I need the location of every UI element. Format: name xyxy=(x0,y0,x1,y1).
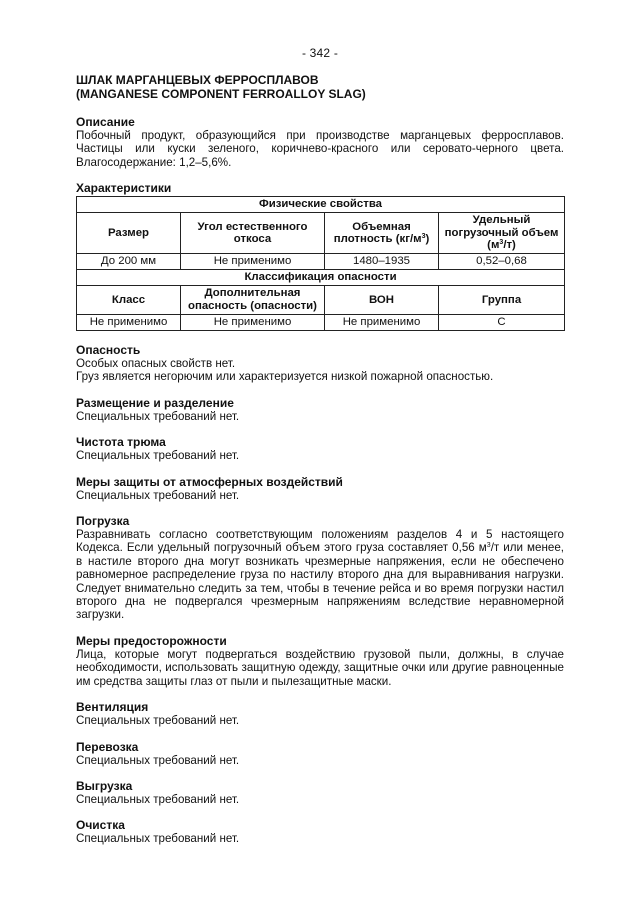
loading-text-superscript: 3 xyxy=(486,542,491,550)
document-content xyxy=(76,73,564,846)
precautions-text: Лица, которые могут подвергаться воздействию грузовой пыли, должны, в случае необходимости, использовать защитную одежду, защитные очки или другие равноценные им средства защиты глаз от пыли и пылезащитные маски. xyxy=(76,647,564,688)
stowage-segregation-heading: Размещение и разделение xyxy=(76,395,234,410)
loading-text-part2: /т или менее, в настиле второго дна могут возникать чрезмерные напряжения, если не обеспечено равномерное распределение груза по настилу второго дна для выравнивания нагрузки. Следует внимательно следить за тем, чтобы в течение рейса и во время погрузки настил второго дна не подвергался чрезмерным напряжениям вследствие неравномерной загрузки. xyxy=(76,541,564,622)
physical-values-row xyxy=(77,254,565,270)
description-heading: Описание xyxy=(76,115,135,129)
physical-properties-header: Физические свойства xyxy=(77,197,565,213)
group-value: C xyxy=(439,315,565,331)
weather-precautions-text: Специальных требований нет. xyxy=(76,488,240,502)
mhb-value: Не применимо xyxy=(325,315,439,331)
bulk-density-column-header xyxy=(325,213,439,254)
ventilation-text: Специальных требований нет. xyxy=(76,714,240,728)
stowage-factor-label-end: /т) xyxy=(503,239,516,252)
cargo-title-english: (MANGANESE COMPONENT FERROALLOY SLAG) xyxy=(76,87,366,101)
bulk-density-superscript: 3 xyxy=(421,233,426,241)
weather-precautions-heading: Меры защиты от атмосферных воздействий xyxy=(76,474,343,489)
hazard-text-line1: Особых опасных свойств нет. xyxy=(76,357,236,370)
group-column-header: Группа xyxy=(439,286,565,315)
characteristics-heading: Характеристики xyxy=(76,181,172,196)
page-number: - 342 - xyxy=(301,46,339,60)
subsidiary-hazard-value: Не применимо xyxy=(181,315,325,331)
ventilation-section xyxy=(76,700,564,727)
stowage-factor-superscript: 3 xyxy=(499,239,504,247)
weather-precautions-section xyxy=(76,475,564,502)
loading-section xyxy=(76,514,564,622)
carriage-section xyxy=(76,740,564,767)
carriage-heading: Перевозка xyxy=(76,739,139,754)
hazard-classification-header: Классификация опасности xyxy=(77,270,565,286)
hazard-text-line2: Груз является негорючим или характеризуется низкой пожарной опасностью. xyxy=(76,370,494,384)
hold-cleanliness-heading: Чистота трюма xyxy=(76,435,166,450)
bulk-density-label: Объемная плотность (кг/м xyxy=(333,220,422,246)
loading-text xyxy=(76,528,564,622)
carriage-text: Специальных требований нет. xyxy=(76,753,240,767)
size-value: До 200 мм xyxy=(77,254,181,270)
size-column-header: Размер xyxy=(77,213,181,254)
angle-of-repose-column-header: Угол естественного откоса xyxy=(181,213,325,254)
hold-cleanliness-text: Специальных требований нет. xyxy=(76,449,240,463)
ventilation-heading: Вентиляция xyxy=(76,700,149,715)
stowage-factor-column-header xyxy=(439,213,565,254)
physical-properties-header-row xyxy=(77,197,565,213)
stowage-segregation-section xyxy=(76,396,564,423)
hazard-values-row xyxy=(77,315,565,331)
stowage-factor-label: Удельный погрузочный объем (м xyxy=(444,214,559,252)
hazard-columns-row xyxy=(77,286,565,315)
subsidiary-hazard-column-header: Дополнительная опасность (опасности) xyxy=(181,286,325,315)
hazard-section xyxy=(76,343,564,384)
clean-up-heading: Очистка xyxy=(76,818,125,833)
hold-cleanliness-section xyxy=(76,435,564,462)
description-section xyxy=(76,115,564,169)
stowage-factor-value: 0,52–0,68 xyxy=(439,254,565,270)
hazard-heading: Опасность xyxy=(76,343,141,357)
physical-columns-row xyxy=(77,213,565,254)
bulk-density-label-end: ) xyxy=(425,233,430,246)
clean-up-section xyxy=(76,818,564,845)
class-column-header: Класс xyxy=(77,286,181,315)
stowage-segregation-text: Специальных требований нет. xyxy=(76,409,240,423)
discharge-text: Специальных требований нет. xyxy=(76,792,240,806)
precautions-heading: Меры предосторожности xyxy=(76,633,227,648)
precautions-section xyxy=(76,634,564,688)
discharge-section xyxy=(76,779,564,806)
hazard-classification-header-row xyxy=(77,270,565,286)
loading-text-part1: Разравнивать согласно соответствующим положениям разделов 4 и 5 настоящего Кодекса. Если удельный погрузочный объем этого груза составляет 0,56 м xyxy=(76,528,564,555)
cargo-title-russian: ШЛАК МАРГАНЦЕВЫХ ФЕРРОСПЛАВОВ xyxy=(76,73,319,87)
loading-heading: Погрузка xyxy=(76,514,130,529)
characteristics-section xyxy=(76,181,564,331)
discharge-heading: Выгрузка xyxy=(76,778,133,793)
bulk-density-value: 1480–1935 xyxy=(325,254,439,270)
clean-up-text: Специальных требований нет. xyxy=(76,832,240,846)
angle-of-repose-value: Не применимо xyxy=(181,254,325,270)
mhb-column-header: ВОН xyxy=(325,286,439,315)
class-value: Не применимо xyxy=(77,315,181,331)
description-text: Побочный продукт, образующийся при производстве марганцевых ферросплавов. Частицы или куски зеленого, коричнево-красного или серовато-черного цвета. Влагосодержание: 1,2–5,6%. xyxy=(76,129,564,169)
characteristics-table xyxy=(76,196,565,331)
